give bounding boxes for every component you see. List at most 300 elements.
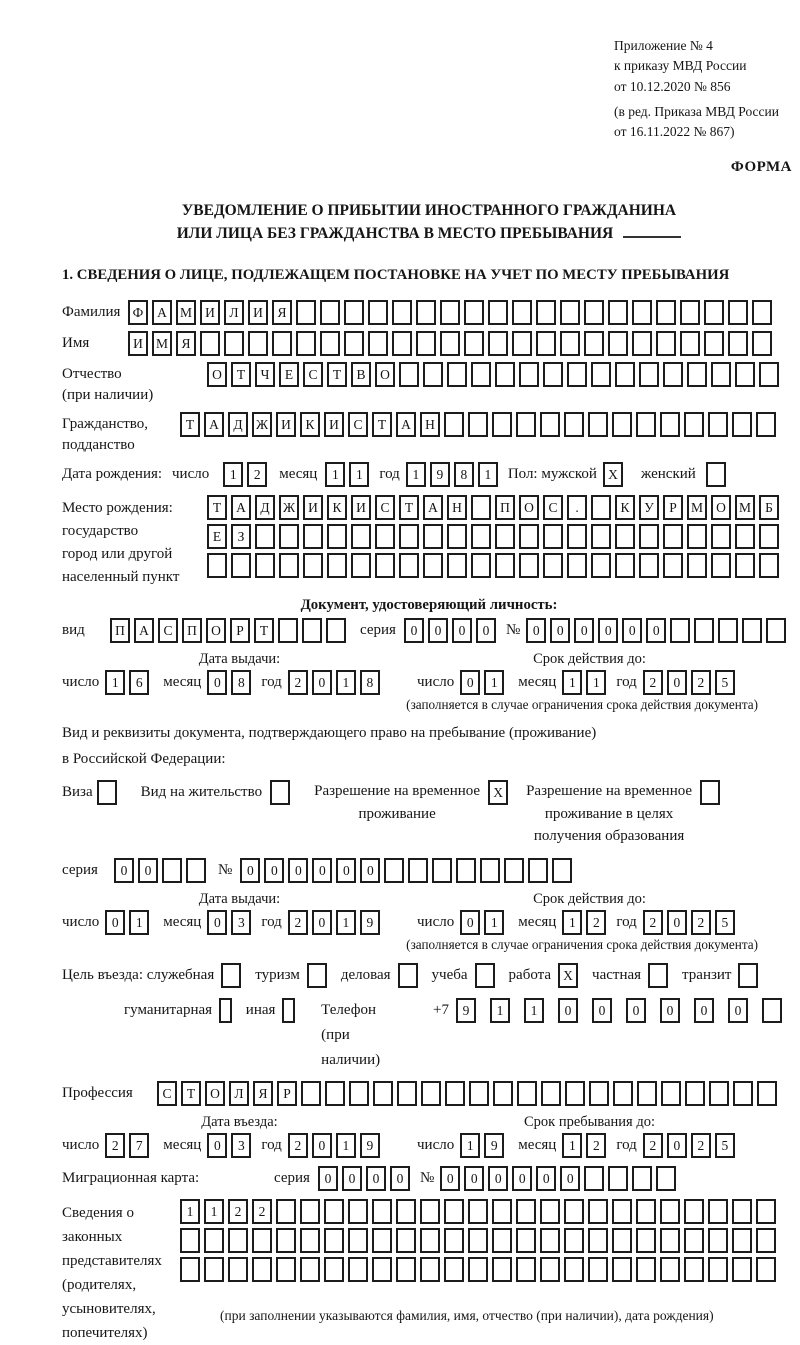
char-box[interactable] [324,1199,344,1224]
char-box[interactable] [444,1228,464,1253]
char-box[interactable] [444,412,464,437]
char-box[interactable] [567,362,587,387]
char-box[interactable]: 0 [646,618,666,643]
char-box[interactable] [660,1257,680,1282]
char-box[interactable]: 1 [490,998,510,1023]
char-box[interactable] [543,524,563,549]
char-box[interactable] [584,300,604,325]
char-box[interactable] [663,362,683,387]
char-box[interactable] [372,1228,392,1253]
char-box[interactable]: 0 [512,1166,532,1191]
char-box[interactable] [420,1228,440,1253]
char-box[interactable]: 1 [204,1199,224,1224]
char-box[interactable] [248,331,268,356]
char-box[interactable]: 0 [560,1166,580,1191]
char-box[interactable]: 0 [264,858,284,883]
char-box[interactable] [728,300,748,325]
char-box[interactable] [684,1257,704,1282]
char-box[interactable] [445,1081,465,1106]
char-box[interactable]: Т [399,495,419,520]
char-box[interactable] [540,1257,560,1282]
char-box[interactable]: 1 [325,462,345,487]
char-box[interactable] [694,618,714,643]
char-box[interactable]: Р [277,1081,297,1106]
char-box[interactable] [756,412,776,437]
char-box[interactable] [440,300,460,325]
char-box[interactable] [468,1228,488,1253]
char-box[interactable] [591,524,611,549]
char-box[interactable]: К [300,412,320,437]
char-box[interactable] [708,1199,728,1224]
char-box[interactable]: П [182,618,202,643]
char-box[interactable] [471,495,491,520]
visa-checkbox[interactable] [97,780,117,805]
char-box[interactable]: 8 [231,670,251,695]
char-box[interactable] [255,553,275,578]
char-box[interactable] [372,1199,392,1224]
char-box[interactable]: 0 [312,858,332,883]
char-box[interactable] [684,1228,704,1253]
char-box[interactable] [228,1257,248,1282]
char-box[interactable] [536,300,556,325]
char-box[interactable] [186,858,206,883]
char-box[interactable] [392,300,412,325]
char-box[interactable]: 0 [138,858,158,883]
char-box[interactable] [468,412,488,437]
char-box[interactable]: 1 [478,462,498,487]
char-box[interactable] [399,524,419,549]
char-box[interactable] [344,331,364,356]
char-box[interactable]: А [231,495,251,520]
char-box[interactable] [670,618,690,643]
char-box[interactable]: Р [230,618,250,643]
char-box[interactable]: Б [759,495,779,520]
char-box[interactable] [684,1199,704,1224]
char-box[interactable]: 0 [207,1133,227,1158]
char-box[interactable] [687,362,707,387]
char-box[interactable] [718,618,738,643]
char-box[interactable]: 2 [247,462,267,487]
char-box[interactable]: 0 [667,1133,687,1158]
char-box[interactable] [372,1257,392,1282]
char-box[interactable]: 0 [558,998,578,1023]
char-box[interactable]: 2 [691,1133,711,1158]
char-box[interactable]: 5 [715,910,735,935]
char-box[interactable] [468,1257,488,1282]
char-box[interactable] [471,524,491,549]
char-box[interactable]: Р [663,495,683,520]
char-box[interactable]: Ж [252,412,272,437]
char-box[interactable] [759,362,779,387]
char-box[interactable] [656,1166,676,1191]
char-box[interactable]: 0 [622,618,642,643]
char-box[interactable] [320,331,340,356]
char-box[interactable] [327,553,347,578]
char-box[interactable] [704,300,724,325]
char-box[interactable]: Е [207,524,227,549]
char-box[interactable]: Д [255,495,275,520]
char-box[interactable] [252,1257,272,1282]
char-box[interactable] [591,553,611,578]
char-box[interactable]: Н [420,412,440,437]
char-box[interactable] [512,331,532,356]
char-box[interactable]: 0 [667,670,687,695]
char-box[interactable]: О [206,618,226,643]
char-box[interactable] [492,1228,512,1253]
char-box[interactable] [632,331,652,356]
char-box[interactable] [660,412,680,437]
char-box[interactable] [632,300,652,325]
char-box[interactable] [279,553,299,578]
char-box[interactable] [420,1199,440,1224]
char-box[interactable] [588,412,608,437]
purpose-humanitarian-checkbox[interactable] [219,998,232,1023]
char-box[interactable] [540,1228,560,1253]
char-box[interactable]: . [567,495,587,520]
char-box[interactable]: 0 [536,1166,556,1191]
char-box[interactable] [272,331,292,356]
char-box[interactable] [351,553,371,578]
char-box[interactable] [301,1081,321,1106]
char-box[interactable] [552,858,572,883]
char-box[interactable] [732,1199,752,1224]
char-box[interactable] [660,1228,680,1253]
char-box[interactable] [303,553,323,578]
char-box[interactable]: 0 [626,998,646,1023]
char-box[interactable]: 9 [360,910,380,935]
char-box[interactable] [456,858,476,883]
char-box[interactable] [584,1166,604,1191]
char-box[interactable] [492,1199,512,1224]
char-box[interactable]: 1 [460,1133,480,1158]
char-box[interactable] [324,1257,344,1282]
char-box[interactable] [711,362,731,387]
char-box[interactable]: 2 [586,910,606,935]
char-box[interactable] [351,524,371,549]
char-box[interactable]: 0 [452,618,472,643]
char-box[interactable] [519,553,539,578]
char-box[interactable]: 0 [114,858,134,883]
char-box[interactable] [663,524,683,549]
char-box[interactable]: 0 [342,1166,362,1191]
char-box[interactable]: О [519,495,539,520]
char-box[interactable] [396,1257,416,1282]
char-box[interactable] [432,858,452,883]
char-box[interactable] [420,1257,440,1282]
char-box[interactable] [327,524,347,549]
char-box[interactable] [612,1228,632,1253]
char-box[interactable]: 2 [643,670,663,695]
char-box[interactable] [660,1199,680,1224]
char-box[interactable] [368,300,388,325]
char-box[interactable] [344,300,364,325]
char-box[interactable]: 0 [592,998,612,1023]
char-box[interactable] [488,331,508,356]
char-box[interactable] [687,524,707,549]
char-box[interactable] [471,553,491,578]
char-box[interactable]: О [205,1081,225,1106]
char-box[interactable]: 0 [440,1166,460,1191]
char-box[interactable]: 0 [694,998,714,1023]
char-box[interactable] [704,331,724,356]
char-box[interactable]: 1 [129,910,149,935]
char-box[interactable] [495,362,515,387]
char-box[interactable] [516,1199,536,1224]
char-box[interactable] [612,412,632,437]
purpose-study-checkbox[interactable] [475,963,495,988]
purpose-transit-checkbox[interactable] [738,963,758,988]
char-box[interactable] [756,1228,776,1253]
char-box[interactable]: С [348,412,368,437]
char-box[interactable] [416,331,436,356]
char-box[interactable]: 2 [252,1199,272,1224]
char-box[interactable]: 5 [715,1133,735,1158]
char-box[interactable]: 0 [336,858,356,883]
char-box[interactable]: 0 [728,998,748,1023]
char-box[interactable]: С [158,618,178,643]
char-box[interactable]: 0 [288,858,308,883]
char-box[interactable]: 9 [430,462,450,487]
residence-permit-checkbox[interactable] [270,780,290,805]
char-box[interactable]: А [134,618,154,643]
char-box[interactable] [564,1228,584,1253]
char-box[interactable] [632,1166,652,1191]
char-box[interactable] [302,618,322,643]
sex-male-checkbox[interactable]: X [603,462,623,487]
char-box[interactable] [709,1081,729,1106]
char-box[interactable] [735,362,755,387]
char-box[interactable]: Т [327,362,347,387]
char-box[interactable]: Л [224,300,244,325]
char-box[interactable] [612,1257,632,1282]
char-box[interactable] [397,1081,417,1106]
char-box[interactable] [396,1199,416,1224]
char-box[interactable]: 1 [105,670,125,695]
char-box[interactable]: Т [254,618,274,643]
char-box[interactable]: А [396,412,416,437]
char-box[interactable]: С [157,1081,177,1106]
char-box[interactable] [756,1257,776,1282]
char-box[interactable]: Я [253,1081,273,1106]
char-box[interactable] [732,1257,752,1282]
char-box[interactable] [471,362,491,387]
char-box[interactable]: 2 [288,910,308,935]
char-box[interactable] [564,1199,584,1224]
char-box[interactable]: 2 [643,910,663,935]
char-box[interactable] [480,858,500,883]
char-box[interactable] [492,1257,512,1282]
char-box[interactable]: 1 [336,1133,356,1158]
char-box[interactable] [296,331,316,356]
char-box[interactable] [408,858,428,883]
char-box[interactable] [591,495,611,520]
char-box[interactable]: 0 [312,670,332,695]
char-box[interactable]: 2 [288,670,308,695]
char-box[interactable] [752,331,772,356]
char-box[interactable] [536,331,556,356]
char-box[interactable]: 1 [349,462,369,487]
char-box[interactable]: П [495,495,515,520]
temp-residence-edu-checkbox[interactable] [700,780,720,805]
char-box[interactable]: И [351,495,371,520]
purpose-work-checkbox[interactable]: X [558,963,578,988]
char-box[interactable] [615,524,635,549]
char-box[interactable]: 1 [336,670,356,695]
char-box[interactable]: 1 [336,910,356,935]
char-box[interactable]: 0 [460,670,480,695]
char-box[interactable]: И [324,412,344,437]
char-box[interactable] [615,362,635,387]
char-box[interactable] [541,1081,561,1106]
char-box[interactable]: 0 [464,1166,484,1191]
char-box[interactable] [560,331,580,356]
char-box[interactable]: 8 [454,462,474,487]
char-box[interactable]: И [248,300,268,325]
char-box[interactable] [464,331,484,356]
char-box[interactable]: 8 [360,670,380,695]
purpose-other-checkbox[interactable] [282,998,295,1023]
char-box[interactable] [519,524,539,549]
char-box[interactable]: 0 [526,618,546,643]
char-box[interactable]: 1 [223,462,243,487]
char-box[interactable]: 0 [240,858,260,883]
char-box[interactable]: 3 [231,910,251,935]
char-box[interactable] [687,553,707,578]
char-box[interactable] [708,1228,728,1253]
char-box[interactable] [636,412,656,437]
char-box[interactable] [495,553,515,578]
char-box[interactable]: 3 [231,1133,251,1158]
char-box[interactable] [708,1257,728,1282]
char-box[interactable]: 0 [550,618,570,643]
char-box[interactable] [528,858,548,883]
char-box[interactable] [588,1257,608,1282]
char-box[interactable] [637,1081,657,1106]
char-box[interactable] [399,362,419,387]
char-box[interactable] [204,1228,224,1253]
char-box[interactable] [733,1081,753,1106]
char-box[interactable]: Т [180,412,200,437]
char-box[interactable] [180,1228,200,1253]
char-box[interactable] [224,331,244,356]
char-box[interactable] [661,1081,681,1106]
char-box[interactable] [564,1257,584,1282]
char-box[interactable]: 6 [129,670,149,695]
char-box[interactable] [180,1257,200,1282]
char-box[interactable]: И [276,412,296,437]
char-box[interactable] [560,300,580,325]
char-box[interactable] [464,300,484,325]
char-box[interactable] [296,300,316,325]
char-box[interactable]: И [200,300,220,325]
char-box[interactable] [639,362,659,387]
char-box[interactable] [423,553,443,578]
char-box[interactable]: 1 [562,910,582,935]
char-box[interactable] [495,524,515,549]
char-box[interactable] [567,524,587,549]
char-box[interactable] [368,331,388,356]
char-box[interactable] [517,1081,537,1106]
char-box[interactable] [488,300,508,325]
char-box[interactable]: 0 [476,618,496,643]
char-box[interactable] [276,1199,296,1224]
char-box[interactable] [708,412,728,437]
char-box[interactable] [416,300,436,325]
purpose-business-checkbox[interactable] [398,963,418,988]
char-box[interactable] [512,300,532,325]
char-box[interactable]: О [375,362,395,387]
char-box[interactable] [348,1257,368,1282]
char-box[interactable] [735,524,755,549]
char-box[interactable] [589,1081,609,1106]
char-box[interactable] [543,553,563,578]
char-box[interactable] [325,1081,345,1106]
char-box[interactable] [565,1081,585,1106]
char-box[interactable]: Ж [279,495,299,520]
char-box[interactable]: 1 [524,998,544,1023]
char-box[interactable] [728,331,748,356]
char-box[interactable]: С [543,495,563,520]
char-box[interactable]: М [152,331,172,356]
char-box[interactable] [300,1228,320,1253]
char-box[interactable] [540,412,560,437]
char-box[interactable]: Т [372,412,392,437]
char-box[interactable]: 0 [207,910,227,935]
char-box[interactable] [516,412,536,437]
char-box[interactable] [516,1228,536,1253]
char-box[interactable] [447,524,467,549]
char-box[interactable] [639,524,659,549]
char-box[interactable] [567,553,587,578]
char-box[interactable] [543,362,563,387]
char-box[interactable] [468,1199,488,1224]
char-box[interactable]: А [152,300,172,325]
char-box[interactable] [348,1199,368,1224]
char-box[interactable] [300,1199,320,1224]
char-box[interactable] [742,618,762,643]
char-box[interactable]: 9 [360,1133,380,1158]
char-box[interactable] [423,362,443,387]
char-box[interactable] [663,553,683,578]
char-box[interactable]: 2 [691,910,711,935]
char-box[interactable]: 1 [484,910,504,935]
char-box[interactable] [375,553,395,578]
char-box[interactable] [162,858,182,883]
char-box[interactable] [656,331,676,356]
char-box[interactable]: 0 [390,1166,410,1191]
char-box[interactable] [252,1228,272,1253]
char-box[interactable]: 1 [562,670,582,695]
char-box[interactable] [231,553,251,578]
char-box[interactable]: Я [272,300,292,325]
char-box[interactable] [540,1199,560,1224]
char-box[interactable] [255,524,275,549]
purpose-official-checkbox[interactable] [221,963,241,988]
char-box[interactable]: К [327,495,347,520]
char-box[interactable]: А [204,412,224,437]
char-box[interactable] [636,1257,656,1282]
char-box[interactable]: 7 [129,1133,149,1158]
char-box[interactable]: М [687,495,707,520]
char-box[interactable] [200,331,220,356]
char-box[interactable] [375,524,395,549]
char-box[interactable]: 0 [488,1166,508,1191]
char-box[interactable] [685,1081,705,1106]
char-box[interactable] [207,553,227,578]
char-box[interactable] [636,1199,656,1224]
char-box[interactable] [384,858,404,883]
char-box[interactable]: 0 [312,910,332,935]
